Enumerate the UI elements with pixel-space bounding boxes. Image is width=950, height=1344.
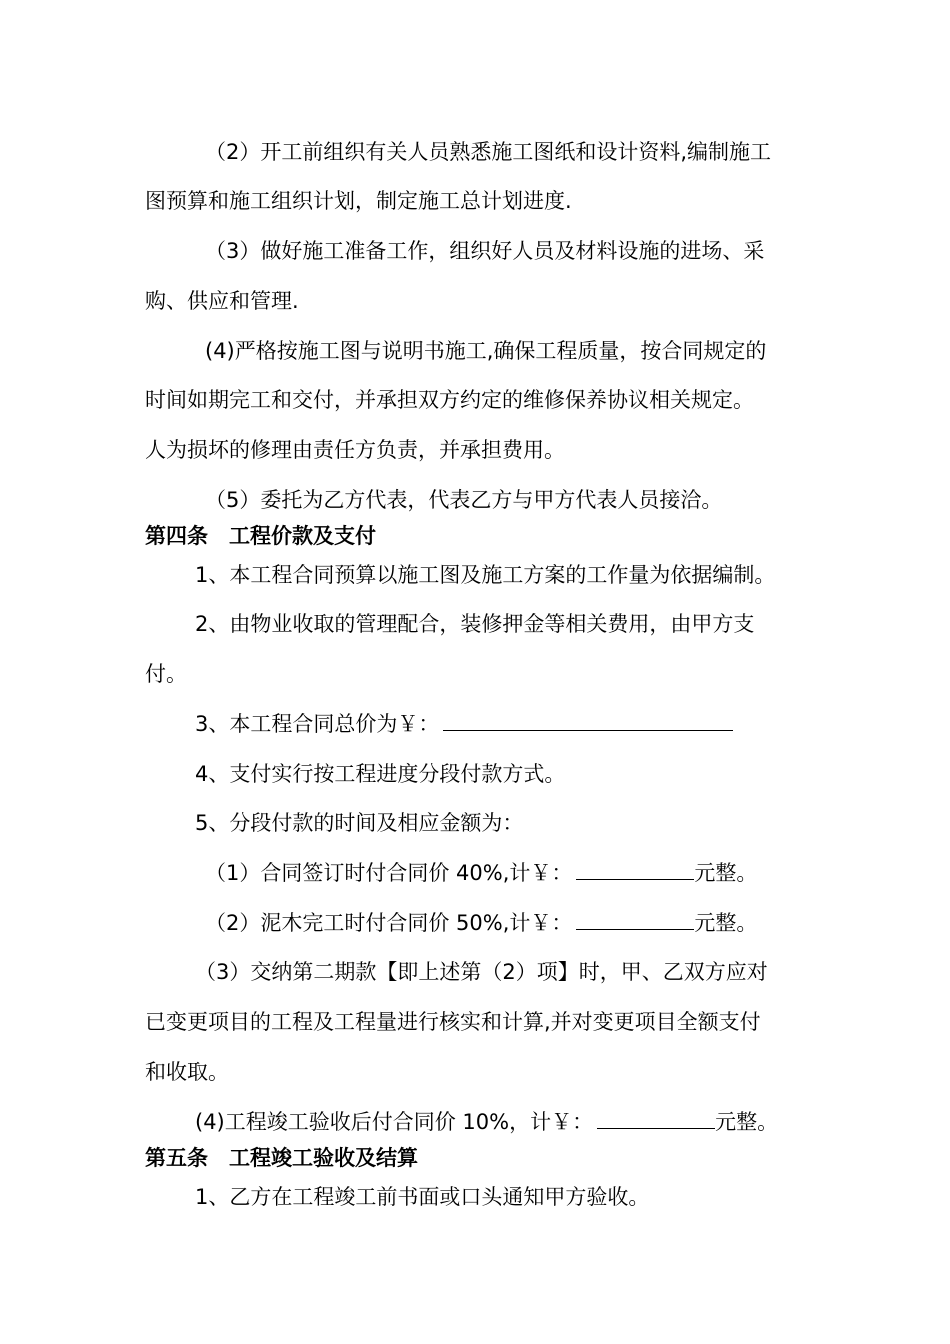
installment-4-label: (4)工程竣工验收后付合同价 10%，计￥： (195, 1110, 594, 1134)
installment-2-suffix: 元整。 (694, 911, 758, 935)
article-heading-5: 第五条 工程竣工验收及结算 (145, 1146, 418, 1170)
installment-line-4 (195, 1108, 860, 1136)
clause-line: 1、乙方在工程竣工前书面或口头通知甲方验收。 (195, 1185, 650, 1209)
paragraph-line: （3）做好施工准备工作，组织好人员及材料设施的进场、采 (205, 239, 765, 263)
installment-1-blank[interactable] (576, 859, 694, 880)
installment-line-1 (205, 859, 870, 887)
installment-line-2 (205, 909, 870, 937)
installment-4-blank[interactable] (597, 1108, 715, 1129)
article-heading-4: 第四条 工程价款及支付 (145, 524, 376, 548)
installment-line-3: （3）交纳第二期款【即上述第（2）项】时，甲、乙双方应对 (195, 960, 768, 984)
clause-line: 5、分段付款的时间及相应金额为： (195, 811, 524, 835)
paragraph-line: 和收取。 (145, 1060, 229, 1084)
installment-1-label: （1）合同签订时付合同价 40%,计￥： (205, 861, 573, 885)
installment-2-label: （2）泥木完工时付合同价 50%,计￥： (205, 911, 573, 935)
paragraph-line: 时间如期完工和交付，并承担双方约定的维修保养协议相关规定。 (145, 388, 754, 412)
paragraph-line: 已变更项目的工程及工程量进行核实和计算,并对变更项目全额支付 (145, 1010, 761, 1034)
clause-line: 4、支付实行按工程进度分段付款方式。 (195, 762, 566, 786)
clause-line: 1、本工程合同预算以施工图及施工方案的工作量为依据编制。 (195, 563, 776, 587)
installment-1-suffix: 元整。 (694, 861, 758, 885)
clause-line: 付。 (145, 662, 187, 686)
clause-line: 2、由物业收取的管理配合，装修押金等相关费用，由甲方支 (195, 612, 755, 636)
paragraph-line: (4)严格按施工图与说明书施工,确保工程质量，按合同规定的 (205, 339, 767, 363)
installment-2-blank[interactable] (576, 909, 694, 930)
paragraph-line: （2）开工前组织有关人员熟悉施工图纸和设计资料,编制施工 (205, 140, 772, 164)
paragraph-line: （5）委托为乙方代表，代表乙方与甲方代表人员接洽。 (205, 488, 723, 512)
paragraph-line: 人为损坏的修理由责任方负责，并承担费用。 (145, 438, 565, 462)
paragraph-line: 购、供应和管理. (145, 289, 299, 313)
total-price-blank[interactable] (443, 710, 733, 731)
clause-line-total-price (195, 710, 860, 738)
total-price-label: 3、本工程合同总价为￥： (195, 712, 440, 736)
installment-4-suffix: 元整。 (715, 1110, 779, 1134)
paragraph-line: 图预算和施工组织计划，制定施工总计划进度. (145, 189, 572, 213)
